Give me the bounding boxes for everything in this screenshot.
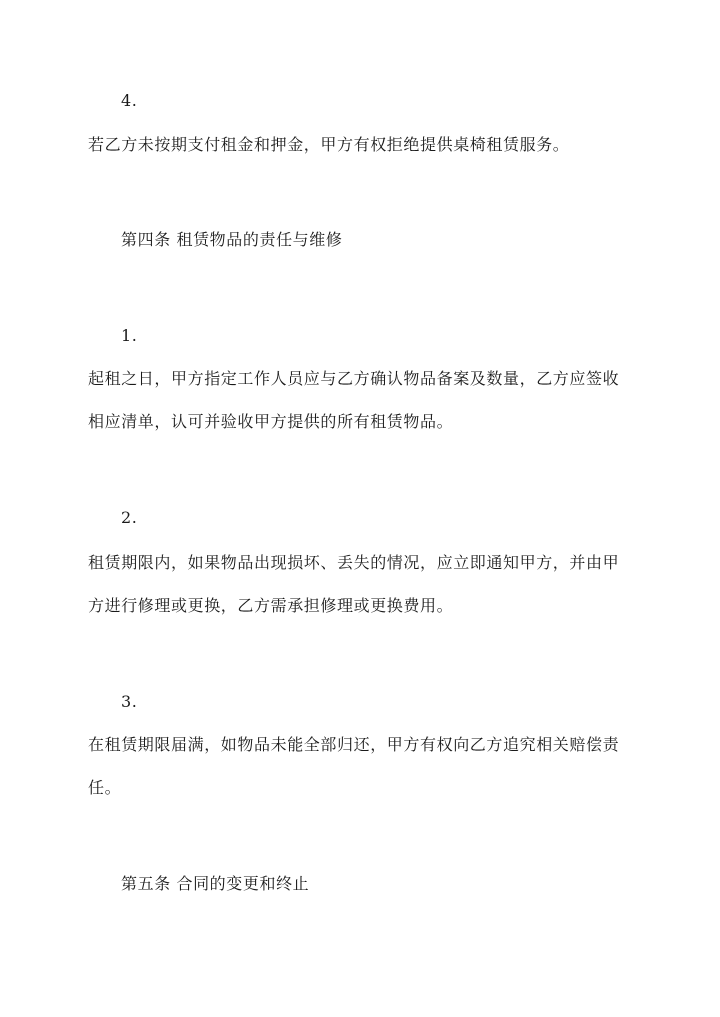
clause-text-line: 在租赁期限届满，如物品未能全部归还，甲方有权向乙方追究相关赔偿责 xyxy=(88,735,620,754)
article-heading: 第四条 租赁物品的责任与维修 xyxy=(121,230,343,249)
article-heading: 第五条 合同的变更和终止 xyxy=(121,874,310,893)
clause-text-line: 若乙方未按期支付租金和押金，甲方有权拒绝提供桌椅租赁服务。 xyxy=(88,135,570,154)
clause-number: 1. xyxy=(121,326,138,345)
clause-text-line: 相应清单，认可并验收甲方提供的所有租赁物品。 xyxy=(88,412,454,431)
clause-text-line: 租赁期限内，如果物品出现损坏、丢失的情况，应立即通知甲方，并由甲 xyxy=(88,553,620,572)
clause-text-line: 任。 xyxy=(88,778,122,797)
clause-number: 4. xyxy=(121,91,138,110)
clause-number: 3. xyxy=(121,692,138,711)
clause-number: 2. xyxy=(121,508,138,527)
clause-text-line: 起租之日，甲方指定工作人员应与乙方确认物品备案及数量，乙方应签收 xyxy=(88,369,620,388)
clause-text-line: 方进行修理或更换，乙方需承担修理或更换费用。 xyxy=(88,596,454,615)
